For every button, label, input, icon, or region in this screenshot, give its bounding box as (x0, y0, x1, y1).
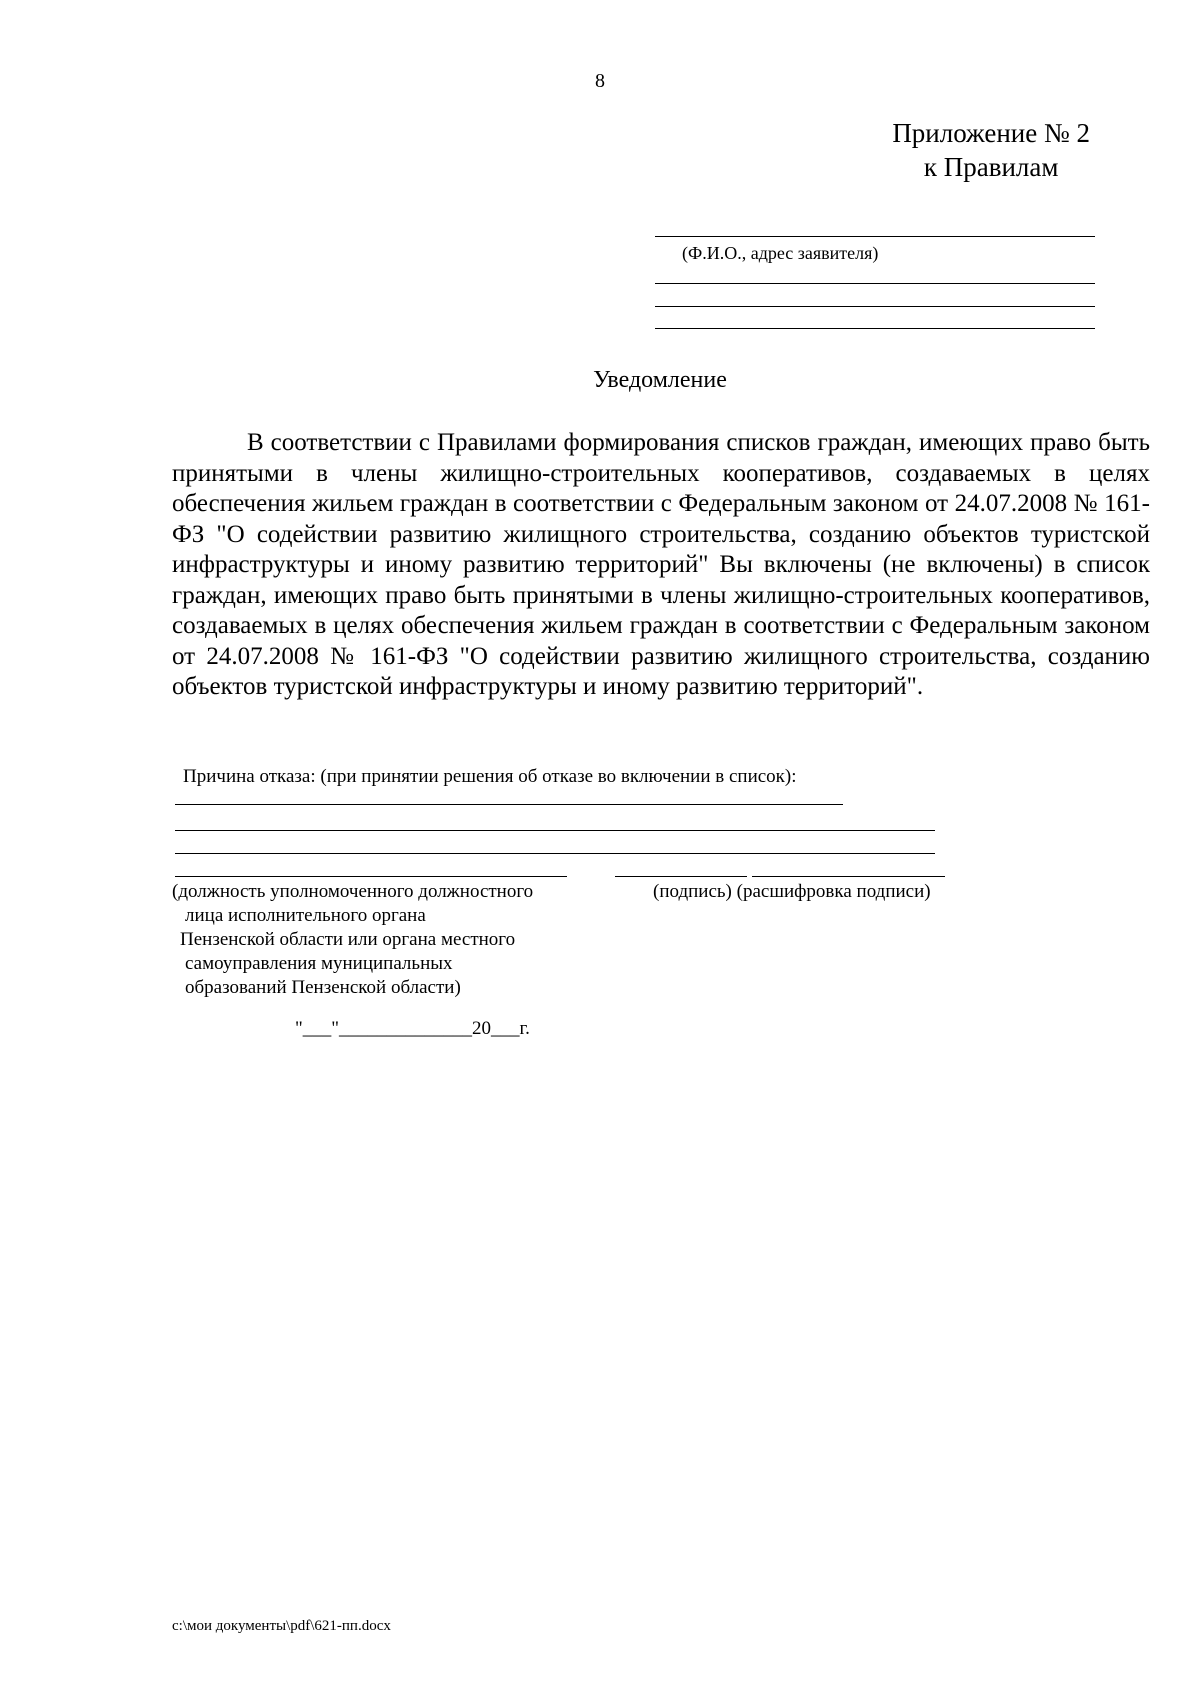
official-caption-line-4: самоуправления муниципальных (185, 953, 453, 974)
applicant-address-line-3 (655, 328, 1095, 329)
refusal-reason-line-3 (175, 853, 935, 854)
appendix-header (892, 116, 1090, 184)
official-caption-line-3: Пензенской области или органа местного (180, 929, 516, 950)
official-position-line (175, 876, 567, 877)
official-caption (172, 880, 533, 1000)
document-title: Уведомление (593, 367, 727, 393)
refusal-reason-line-1 (175, 804, 843, 805)
appendix-rules-ref: к Правилам (923, 152, 1059, 182)
applicant-caption: (Ф.И.О., адрес заявителя) (682, 243, 879, 263)
official-caption-line-2: лица исполнительного органа (185, 905, 426, 926)
signature-caption: (подпись) (расшифровка подписи) (653, 881, 931, 902)
page-number: 8 (595, 70, 605, 92)
applicant-address-line-2 (655, 306, 1095, 307)
file-path-footer: c:\мои документы\pdf\621-пп.docx (172, 1618, 391, 1634)
refusal-reason-line-2 (175, 830, 935, 831)
signature-decryption-line (752, 876, 945, 877)
applicant-name-line (655, 236, 1095, 237)
official-caption-line-1: (должность уполномоченного должностного (172, 881, 534, 902)
appendix-number: Приложение № 2 (892, 118, 1090, 148)
official-caption-line-5: образований Пензенской области) (185, 977, 461, 998)
signature-line (615, 876, 747, 877)
refusal-reason-label: Причина отказа: (при принятии решения об отказе во включении в список): (183, 766, 797, 787)
notification-body: В соответствии с Правилами формирования списков граждан, имеющих право быть принятыми в члены жилищно-строительных кооперативов, создаваемых в целях обеспечения жильем граждан в соответствии с Федеральным законом от 24.07.2008 № 161-ФЗ "О содействии развитию жилищного строительства, созданию объектов туристской инфраструктуры и иному развитию территорий" Вы включены (не включены) в список граждан, имеющих право быть принятыми в члены жилищно-строительных кооперативов, создаваемых в целях обеспечения жильем граждан в соответствии с Федеральным законом от 24.07.2008 № 161-ФЗ "О содействии развитию жилищного строительства, созданию объектов туристской инфраструктуры и иному развитию территорий". (172, 429, 1150, 700)
applicant-address-line-1 (655, 283, 1095, 284)
date-field: "___"______________20___г. (295, 1018, 530, 1039)
